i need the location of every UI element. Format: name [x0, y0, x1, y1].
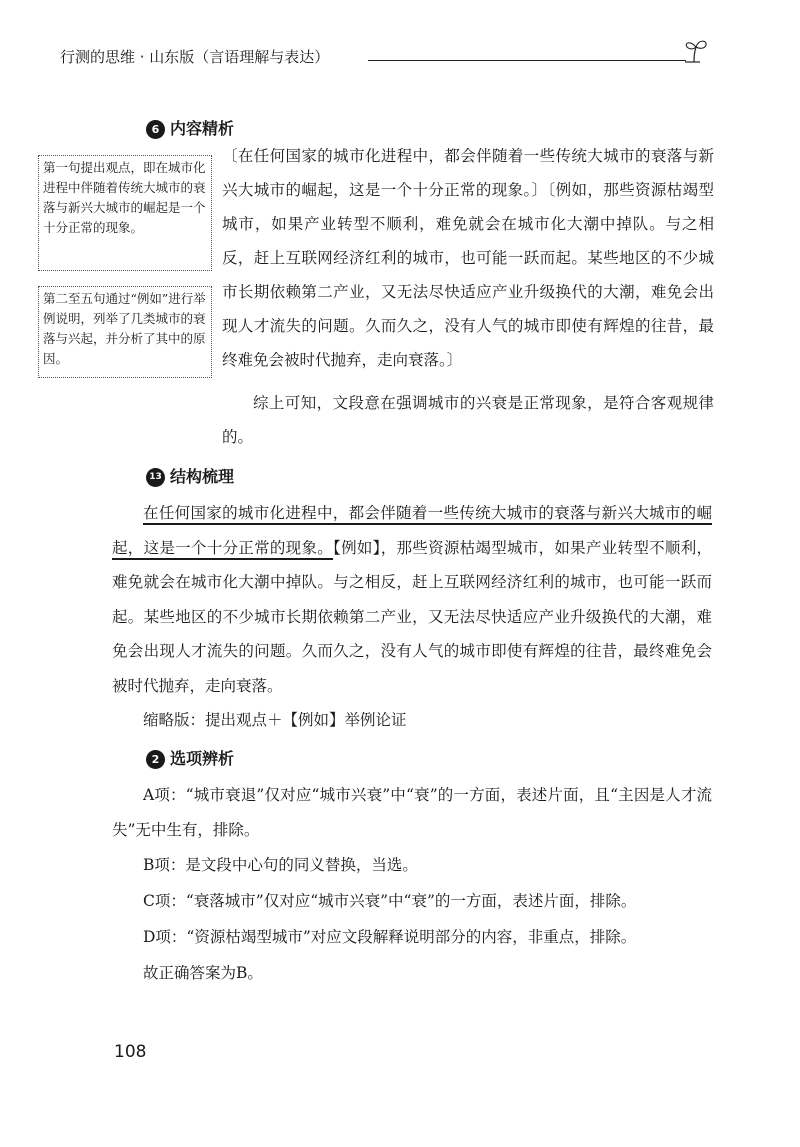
central-sentence: 在任何国家的城市化进程中，都会伴随着一些传统大城市的衰落与新兴大城市的崛起，这是一个十分正常的现象。 [112, 504, 712, 557]
section-title: 结构梳理 [170, 467, 235, 486]
viewpoint-sentence: 〔在任何国家的城市化进程中，都会伴随着一些传统大城市的衰落与新兴大城市的崛起，这是一个十分正常的现象。〕 [222, 147, 714, 199]
section-content-analysis [146, 116, 234, 139]
section-title: 内容精析 [170, 119, 235, 138]
condensed-version: 缩略版：提出观点＋【例如】举例论证 [143, 711, 407, 729]
example-sentences: 〔例如，那些资源枯竭型城市，如果产业转型不顺利，难免就会在城市化大潮中掉队。与之相反，赶上互联网经济红利的城市，也可能一跃而起。某些地区的不少城市长期依赖第二产业，又无法尽快适应产业升级换代的大潮，难免会出现人才流失的问题。久而久之，没有人气的城市即使有辉煌的往昔，最终难免会被时代抛弃，走向衰落。〕 [222, 181, 714, 369]
page-number: 108 [114, 1042, 147, 1062]
section-structure [146, 464, 234, 487]
running-header: 行测的思维 · 山东版（言语理解与表达） [60, 48, 330, 66]
structure-passage [112, 496, 712, 703]
supporting-text: 【例如】，那些资源枯竭型城市，如果产业转型不顺利，难免就会在城市化大潮中掉队。与之相反，赶上互联网经济红利的城市，也可能一跃而起。某些地区的不少城市长期依赖第二产业，又无法尽快适应产业升级换代的大潮，难免会出现人才流失的问题。久而久之，没有人气的城市即使有辉煌的往昔，最终难免会被时代抛弃，走向衰落。 [112, 538, 712, 695]
section-title: 选项辨析 [170, 749, 235, 768]
sprout-icon [682, 38, 710, 64]
section-number-icon: 13 [146, 468, 165, 487]
margin-note-1: 第一句提出观点，即在城市化进程中伴随着传统大城市的衰落与新兴大城市的崛起是一个十分正常的现象。 [38, 155, 212, 271]
option-c: C项：“衰落城市”仅对应“城市兴衰”中“衰”的一方面，表述片面，排除。 [143, 892, 637, 910]
answer: 故正确答案为B。 [143, 964, 263, 982]
section-number-icon: 2 [146, 750, 165, 769]
option-d: D项：“资源枯竭型城市”对应文段解释说明部分的内容，非重点，排除。 [143, 928, 637, 946]
section-options [146, 746, 234, 769]
analysis-passage [222, 139, 714, 377]
header-rule [368, 60, 686, 61]
analysis-summary: 综上可知，文段意在强调城市的兴衰是正常现象，是符合客观规律的。 [222, 394, 714, 446]
margin-note-2: 第二至五句通过“例如”进行举例说明，列举了几类城市的衰落与兴起，并分析了其中的原因。 [38, 286, 212, 378]
option-b: B项：是文段中心句的同义替换，当选。 [143, 856, 418, 874]
option-a: A项：“城市衰退”仅对应“城市兴衰”中“衰”的一方面，表述片面，且“主因是人才流失”无中生有，排除。 [112, 786, 712, 839]
section-number-icon: 6 [146, 120, 165, 139]
